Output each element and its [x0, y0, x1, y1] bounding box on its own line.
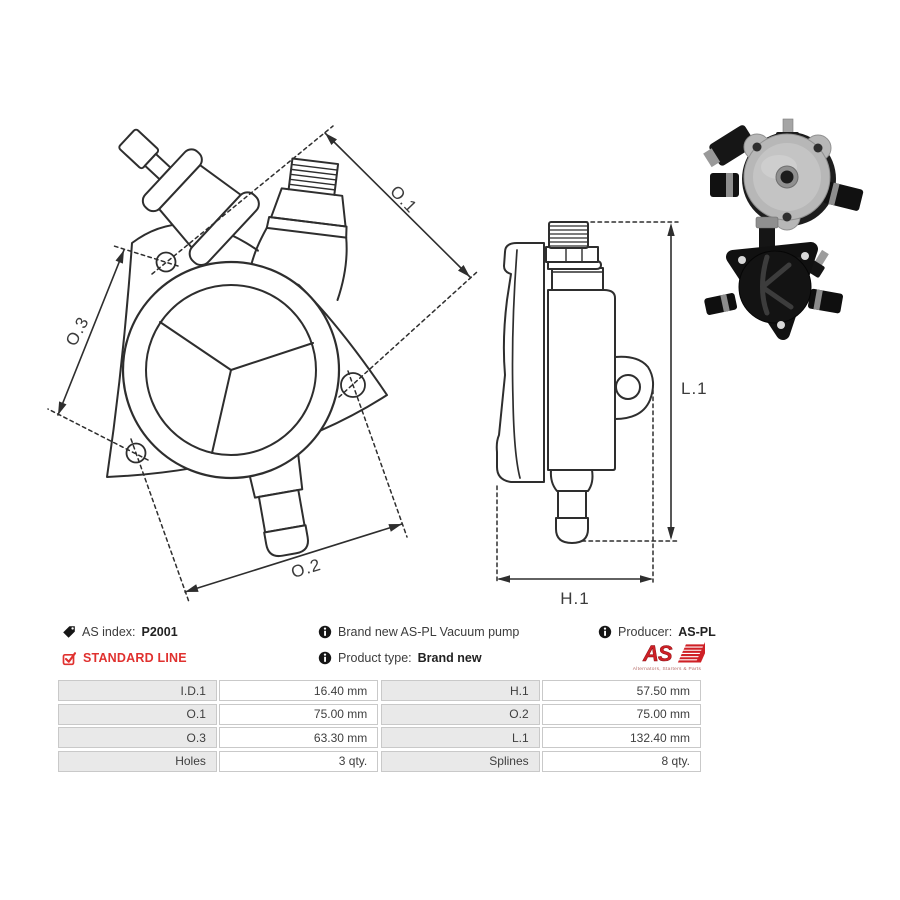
dim-label-h1: H.1 — [560, 589, 590, 608]
table-cell-value: 132.40 mm — [542, 727, 701, 748]
description-text: Brand new AS-PL Vacuum pump — [338, 625, 520, 639]
photo-left-port — [710, 173, 739, 197]
table-cell-label: Holes — [58, 751, 217, 772]
product-photo-bottom — [704, 217, 844, 333]
side-hex — [546, 247, 598, 262]
product-type-row — [318, 650, 482, 666]
standard-line-row — [62, 650, 187, 666]
as-pl-logo — [629, 642, 705, 674]
photo2-right-port — [808, 288, 844, 313]
dim-label-o2: O.2 — [288, 554, 324, 583]
table-cell-label: Splines — [381, 751, 540, 772]
tag-icon — [62, 625, 76, 639]
table-cell-label: I.D.1 — [58, 680, 217, 701]
product-type-label: Product type: — [338, 651, 412, 665]
table-cell-label: H.1 — [381, 680, 540, 701]
info-icon — [598, 625, 612, 639]
table-cell-label: O.1 — [58, 704, 217, 725]
dim-label-l1: L.1 — [681, 379, 708, 398]
dim-label-o3: O.3 — [61, 313, 93, 350]
table-cell-label: O.3 — [58, 727, 217, 748]
as-index-value: P2001 — [141, 625, 178, 639]
table-cell-value: 63.30 mm — [219, 727, 378, 748]
info-icon — [318, 625, 332, 639]
table-cell-value: 75.00 mm — [219, 704, 378, 725]
table-cell-label: O.2 — [381, 704, 540, 725]
side-nozzle — [551, 470, 593, 543]
side-body — [548, 290, 615, 470]
table-cell-label: L.1 — [381, 727, 540, 748]
side-threaded-port — [549, 222, 588, 248]
side-flange — [497, 243, 544, 482]
table-cell-value: 75.00 mm — [542, 704, 701, 725]
dim-label-o1: O.1 — [386, 181, 422, 217]
table-cell-value: 3 qty. — [219, 751, 378, 772]
producer-label: Producer: — [618, 625, 673, 639]
info-icon — [318, 651, 332, 665]
product-type-value: Brand new — [417, 651, 482, 665]
front-view-drawing — [48, 105, 477, 602]
table-cell-value: 57.50 mm — [542, 680, 701, 701]
producer-value: AS-PL — [678, 625, 716, 639]
photo2-body — [739, 251, 811, 323]
table-cell-value: 8 qty. — [542, 751, 701, 772]
product-photo-top — [701, 119, 864, 230]
as-index-row — [62, 624, 178, 640]
producer-row — [598, 624, 716, 640]
standard-line-label: STANDARD LINE — [83, 651, 187, 665]
description-row — [318, 624, 519, 640]
side-view-drawing — [497, 222, 708, 608]
logo-caption: Alternators, Starters & Parts — [632, 667, 702, 672]
as-index-label: AS index: — [82, 625, 136, 639]
spec-table — [58, 680, 701, 772]
logo-text: AS — [643, 642, 672, 666]
checkbox-icon — [62, 651, 77, 666]
table-cell-value: 16.40 mm — [219, 680, 378, 701]
